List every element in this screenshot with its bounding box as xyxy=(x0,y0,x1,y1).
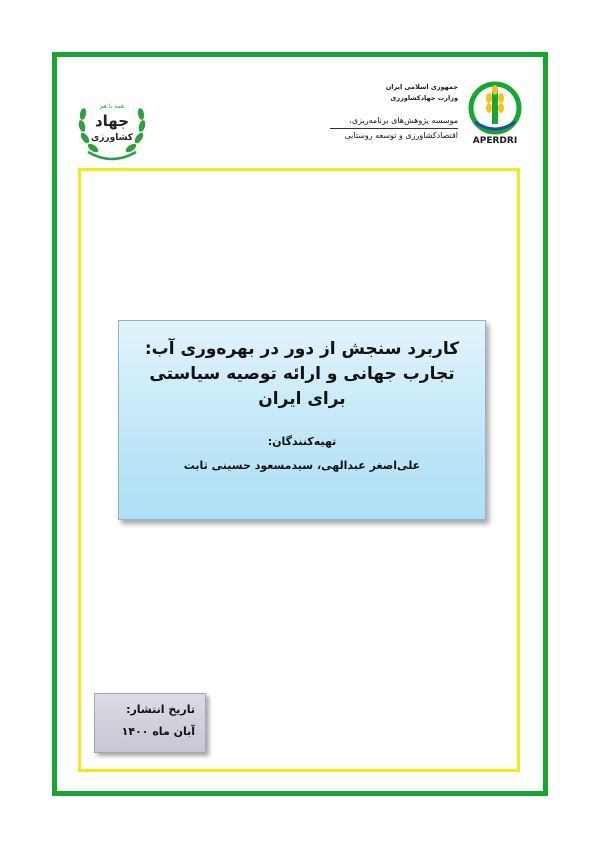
aperdri-label: APERDRI xyxy=(472,136,518,146)
institute-name-line2: اقتصادکشاورزی و توسعه روستایی xyxy=(344,131,458,140)
publication-date-value: آبان ماه ۱۴۰۰ xyxy=(121,725,195,738)
institute-name-line1: موسسه پژوهش‌های برنامه‌ریزی، xyxy=(330,114,458,129)
publication-date-box xyxy=(94,693,206,753)
publication-date-label: تاریخ انتشار: xyxy=(126,703,195,716)
title-box xyxy=(118,320,486,520)
org-ministry: وزارت جهادکشاورزی xyxy=(390,94,458,102)
report-title-line2: تجارب جهانی و ارائه توصیه سیاستی xyxy=(149,364,455,384)
authors-names: علی‌اصغر عبدالهی، سیدمسعود حسینی ثابت xyxy=(183,459,421,472)
report-title-line1: کاربرد سنجش از دور در بهره‌وری آب: xyxy=(144,339,460,359)
authors-label: تهیه‌کنندگان: xyxy=(267,435,337,448)
logo-top-text: همه با هم xyxy=(99,103,125,110)
org-country: جمهوری اسلامی ایران xyxy=(385,83,458,91)
organization-header xyxy=(330,82,458,142)
logo-small-text: کشاورزی xyxy=(91,133,133,143)
jahad-keshavarzi-logo xyxy=(74,86,150,162)
report-title-line3: برای ایران xyxy=(258,389,346,409)
logo-big-text: جهاد xyxy=(94,112,130,130)
